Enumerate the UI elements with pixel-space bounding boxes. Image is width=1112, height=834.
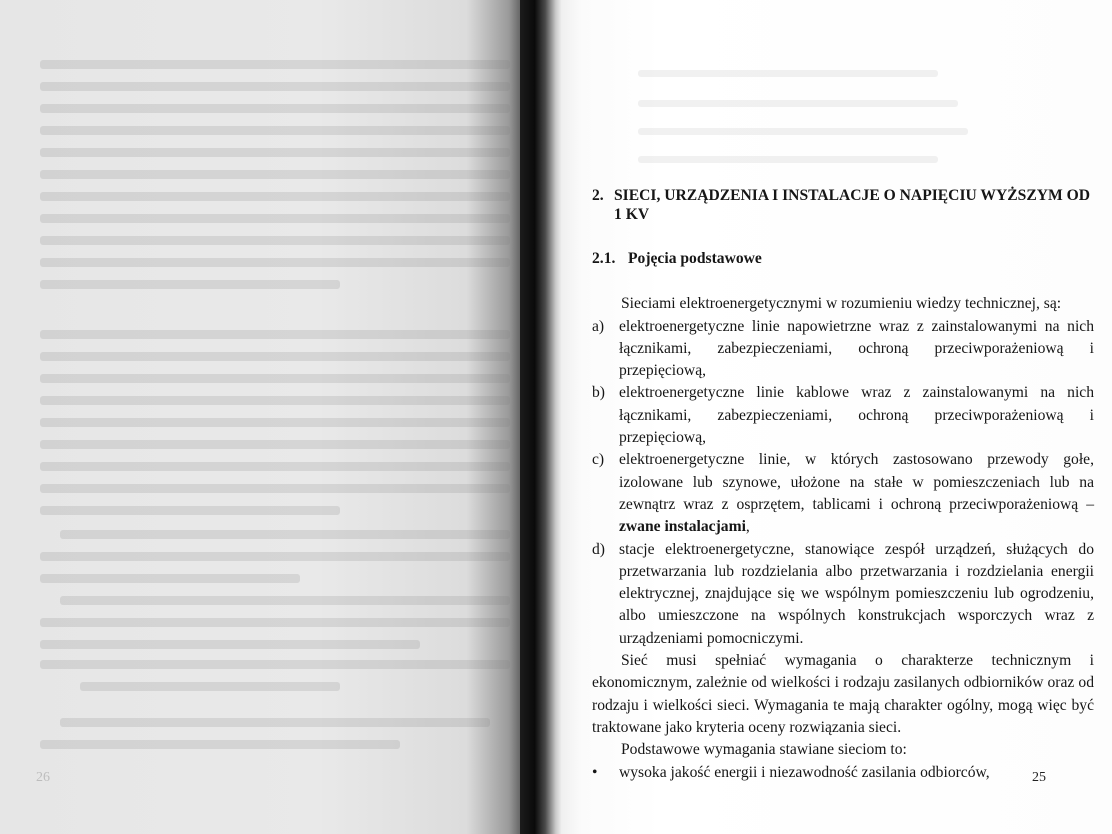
faded-text-line — [40, 82, 510, 91]
faded-text-line — [40, 396, 510, 405]
list-item — [592, 449, 1094, 538]
list-item-text: elektroenergetyczne linie, w których zastosowano przewody gołe, izolowane lub szynowe, ułożone na stałe w pomieszczeniach lub na zewnątrz wraz z osprzętem, tablicami i ochroną przeciwporażeniową – — [619, 451, 1094, 513]
faded-text-line — [40, 192, 510, 201]
faded-text-line — [40, 258, 510, 267]
list-item — [592, 539, 1094, 650]
faded-text-line — [40, 552, 510, 561]
bullet-text: wysoka jakość energii i niezawodność zasilania odbiorców, — [619, 763, 990, 781]
list-item-punctuation: , — [745, 518, 750, 536]
list-item-text: elektroenergetyczne linie kablowe wraz z zainstalowanymi na nich łącznikami, zabezpieczeniami, ochroną przeciwporażeniową i przepięciową, — [619, 384, 1094, 447]
faded-text-line — [60, 530, 510, 539]
section-heading — [592, 248, 1094, 270]
faded-text-line — [638, 70, 938, 77]
faded-text-line — [80, 682, 340, 691]
faded-text-line — [40, 484, 510, 493]
bullet-icon: • — [592, 763, 598, 781]
section-title: Pojęcia podstawowe — [628, 250, 762, 267]
faded-text-line — [60, 596, 510, 605]
list-item-text: elektroenergetyczne linie napowietrzne wraz z zainstalowanymi na nich łącznikami, zabezpieczeniami, ochroną przeciwporażeniową i przepięciową, — [619, 317, 1094, 380]
faded-text-line — [40, 236, 510, 245]
faded-text-line — [40, 60, 510, 69]
list-item-text-container — [619, 449, 1094, 538]
book-gutter — [520, 0, 562, 834]
faded-text-line — [638, 156, 938, 163]
faded-text-line — [40, 126, 510, 135]
faded-text-line — [40, 740, 400, 749]
faded-text-line — [40, 618, 510, 627]
faded-text-line — [40, 440, 510, 449]
list-marker: a) — [592, 317, 605, 335]
faded-text-line — [40, 148, 510, 157]
section-number: 2.1. — [592, 250, 616, 267]
bullet-item — [592, 762, 1094, 784]
requirements-intro: Podstawowe wymagania stawiane sieciom to: — [621, 741, 907, 759]
left-page — [0, 0, 530, 834]
page-number: 25 — [1032, 770, 1046, 785]
faded-text-line — [40, 640, 420, 649]
faded-text-line — [638, 100, 958, 107]
faded-text-line — [40, 214, 510, 223]
faded-text-line — [40, 170, 510, 179]
intro-paragraph: Sieciami elektroenergetycznymi w rozumieniu wiedzy technicznej, są: — [621, 295, 1062, 313]
faded-text-line — [40, 462, 510, 471]
faded-text-line — [40, 506, 340, 515]
chapter-number: 2. — [592, 187, 604, 204]
requirements-list — [592, 762, 1094, 784]
list-marker: b) — [592, 384, 605, 402]
chapter-heading — [592, 186, 1094, 224]
faded-text-line — [638, 128, 968, 135]
page-content — [592, 186, 1094, 784]
faded-text-line — [40, 352, 510, 361]
chapter-title: SIECI, URZĄDZENIA I INSTALACJE O NAPIĘCIU WYŻSZYM OD 1 KV — [614, 187, 1090, 223]
faded-text-line — [40, 574, 300, 583]
faded-text-line — [40, 660, 510, 669]
list-marker: c) — [592, 451, 605, 469]
faded-text-line — [60, 718, 490, 727]
faded-text-line — [40, 104, 510, 113]
defined-term: zwane instalacjami — [619, 518, 746, 536]
faded-text-line — [40, 330, 510, 339]
faded-text-line — [40, 374, 510, 383]
list-item — [592, 382, 1094, 449]
faded-text-line — [40, 418, 510, 427]
left-page-number: 26 — [36, 770, 50, 785]
list-item — [592, 316, 1094, 383]
requirements-paragraph: Sieć musi spełniać wymagania o charakterze technicznym i ekonomicznym, zależnie od wielkości i rodzaju zasilanych odbiorników oraz od rodzaju i wielkości sieci. Wymagania te mają charakter ogólny, mogą więc być traktowane jako kryteria oceny rozwiązania sieci. — [592, 652, 1094, 736]
list-marker: d) — [592, 540, 605, 558]
right-page — [548, 0, 1112, 834]
faded-text-line — [40, 280, 340, 289]
list-item-text: stacje elektroenergetyczne, stanowiące zespół urządzeń, służących do przetwarzania lub rozdzielania albo przetwarzania i rozdzielania energii elektrycznej, znajdujące się we wspólnym pomieszczeniu lub ogrodzeniu, albo umieszczone na wspólnych konstrukcjach wsporczych wraz z urządzeniami pomocniczymi. — [619, 540, 1094, 647]
definition-list — [592, 316, 1094, 650]
